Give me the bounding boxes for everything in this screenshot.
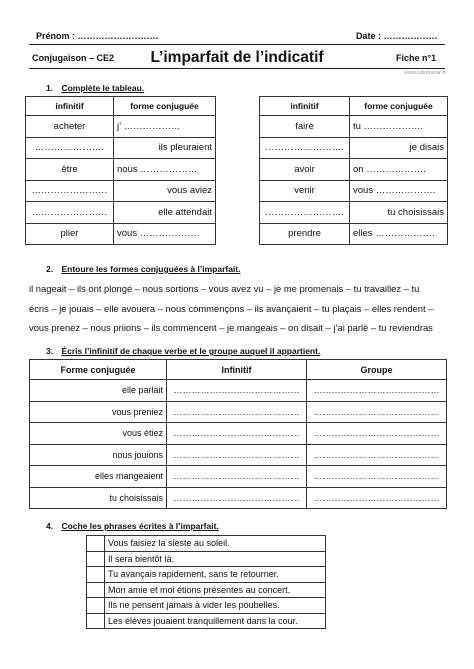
forme-conjuguee-cell[interactable]: elle attendait — [114, 202, 216, 224]
title-divider — [29, 68, 445, 69]
fiche-number: Fiche n°1 — [396, 53, 437, 63]
sentence-text: Il sera bientôt là. — [105, 551, 326, 567]
verb-form-cell: elle parlait — [30, 380, 167, 402]
verb-form-cell: vous preniez — [30, 401, 167, 423]
table-row — [26, 180, 216, 202]
header-forme-conjuguee: forme conjuguée — [350, 97, 448, 116]
section-4-number: 4. — [46, 521, 54, 531]
conjugation-table-left — [25, 96, 216, 245]
list-item — [87, 567, 326, 583]
infinitif-answer-cell[interactable]: …………………………………… — [167, 380, 307, 402]
checkbox-cell[interactable] — [87, 582, 105, 598]
table-row — [30, 423, 447, 445]
forme-conjuguee-cell[interactable]: je disais — [350, 137, 448, 159]
groupe-answer-cell[interactable]: …………………………………… — [307, 444, 447, 466]
groupe-answer-cell[interactable]: …………………………………… — [307, 401, 447, 423]
infinitive-group-table — [29, 359, 447, 509]
table-row — [26, 116, 216, 138]
list-item — [87, 551, 326, 567]
table-row — [26, 159, 216, 181]
level-label: Conjugaison – CE2 — [32, 53, 115, 63]
prenom-field[interactable]: Prénom : ……………………… — [36, 31, 159, 41]
verb-form-cell: tu choisissais — [30, 487, 167, 509]
table-row — [30, 401, 447, 423]
sentence-text: Vous faisiez la sieste au soleil. — [105, 536, 326, 552]
groupe-answer-cell[interactable]: …………………………………… — [307, 423, 447, 445]
checkbox-cell[interactable] — [87, 551, 105, 567]
infinitif-answer-cell[interactable]: …………………………………… — [167, 423, 307, 445]
header-infinitif: infinitif — [26, 97, 114, 116]
sentence-text: Ils ne pensent jamais à vider les poubelles. — [105, 598, 326, 614]
forme-conjuguee-cell[interactable]: elles ………………. — [350, 223, 448, 245]
forme-conjuguee-cell[interactable]: j’ ……………… — [114, 116, 216, 138]
section-3-heading — [46, 346, 320, 356]
infinitif-answer-cell[interactable]: …………………………………… — [167, 444, 307, 466]
verb-form-cell: nous jouions — [30, 444, 167, 466]
section-1-heading — [46, 83, 144, 93]
section-3-instruction: Écris l’infinitif de chaque verbe et le groupe auquel il appartient. — [61, 346, 321, 356]
checkbox-cell[interactable] — [87, 613, 105, 629]
infinitif-answer-cell[interactable]: …………………………………… — [167, 401, 307, 423]
infinitif-cell[interactable]: …………………. — [26, 137, 114, 159]
infinitif-cell[interactable]: venir — [260, 180, 350, 202]
verb-form-cell: vous étiez — [30, 423, 167, 445]
table-row — [260, 159, 448, 181]
header-groupe: Groupe — [307, 360, 447, 380]
groupe-answer-cell[interactable]: …………………………………… — [307, 380, 447, 402]
sentence-text: Les élèves jouaient tranquillement dans la cour. — [105, 613, 326, 629]
page-title: L’imparfait de l’indicatif — [150, 49, 324, 66]
header-infinitif: Infinitif — [167, 360, 307, 380]
list-item — [87, 536, 326, 552]
forme-conjuguee-cell[interactable]: nous ……………… — [114, 159, 216, 181]
list-item — [87, 613, 326, 629]
sentence-text: Tu avançais rapidement, sans te retourner. — [105, 567, 326, 583]
infinitif-cell[interactable]: plier — [26, 223, 114, 245]
section-4-heading — [46, 521, 219, 531]
forme-conjuguee-cell[interactable]: ils pleuraient — [114, 137, 216, 159]
table-row — [26, 202, 216, 224]
verb-form-cell: elles mangeaient — [30, 466, 167, 488]
list-item — [87, 598, 326, 614]
date-field[interactable]: Date : ……………… — [356, 31, 438, 41]
infinitif-cell[interactable]: ……………………. — [260, 202, 350, 224]
list-item — [87, 582, 326, 598]
table-row — [260, 180, 448, 202]
forme-conjuguee-cell[interactable]: vous ………………. — [350, 180, 448, 202]
infinitif-cell[interactable]: être — [26, 159, 114, 181]
checkbox-cell[interactable] — [87, 567, 105, 583]
groupe-answer-cell[interactable]: …………………………………… — [307, 466, 447, 488]
conjugation-table-right — [259, 96, 448, 245]
section-4-instruction: Coche les phrases écrites à l’imparfait. — [61, 521, 219, 531]
verb-forms-line[interactable]: vous prenez – nous priions – ils commencent – je mangeais – on disait – j’ai parlé – tu reviendras — [29, 322, 433, 333]
infinitif-answer-cell[interactable]: …………………………………… — [167, 487, 307, 509]
verb-forms-line[interactable]: écris – je jouais – elle avouera – nous commençons – ils avançaient – tu plaçais – elles rendent – — [29, 302, 434, 314]
section-1-number: 1. — [46, 83, 54, 93]
table-row — [26, 137, 216, 159]
section-2-heading — [46, 264, 241, 274]
checkbox-cell[interactable] — [87, 598, 105, 614]
table-row — [30, 380, 447, 402]
verb-forms-line[interactable]: il nageait – ils ont plongé – nous sortions – vous avez vu – je me promenais – tu travaillez – tu — [29, 283, 420, 294]
forme-conjuguee-cell[interactable]: tu ………………. — [350, 116, 448, 138]
section-1-instruction: Complète le tableau. — [61, 83, 145, 93]
section-2-number: 2. — [46, 264, 54, 274]
infinitif-cell[interactable]: faire — [260, 116, 350, 138]
infinitif-cell[interactable]: prendre — [260, 223, 350, 245]
header-forme-conjuguee: Forme conjuguée — [30, 360, 167, 380]
forme-conjuguee-cell[interactable]: vous ………………. — [114, 223, 216, 245]
table-row — [260, 202, 448, 224]
infinitif-cell[interactable]: ……………………. — [260, 137, 350, 159]
sentence-checklist — [86, 535, 326, 629]
site-watermark: www.lutinbazar.fr — [404, 70, 446, 76]
header-divider — [29, 44, 445, 45]
sentence-text: Mon amie et moi étions présentes au concert. — [105, 582, 326, 598]
table-row — [260, 223, 448, 245]
forme-conjuguee-cell[interactable]: on ………………. — [350, 159, 448, 181]
forme-conjuguee-cell[interactable]: vous aviez — [114, 180, 216, 202]
infinitif-cell[interactable]: …………………… — [26, 180, 114, 202]
section-2-instruction: Entoure les formes conjuguées à l’imparfait. — [61, 264, 241, 274]
table-row — [260, 137, 448, 159]
table-row — [30, 487, 447, 509]
groupe-answer-cell[interactable]: …………………………………… — [307, 487, 447, 509]
header-forme-conjuguee: forme conjuguée — [114, 97, 216, 116]
infinitif-answer-cell[interactable]: …………………………………… — [167, 466, 307, 488]
header-infinitif: infinitif — [260, 97, 350, 116]
table-row — [30, 444, 447, 466]
table-row — [26, 223, 216, 245]
infinitif-cell[interactable]: acheter — [26, 116, 114, 138]
infinitif-cell[interactable]: avoir — [260, 159, 350, 181]
checkbox-cell[interactable] — [87, 536, 105, 552]
table-row — [260, 116, 448, 138]
table-row — [30, 466, 447, 488]
infinitif-cell[interactable]: …………………… — [26, 202, 114, 224]
forme-conjuguee-cell[interactable]: tu choisissais — [350, 202, 448, 224]
section-3-number: 3. — [46, 346, 54, 356]
verb-forms-paragraph — [29, 279, 433, 338]
